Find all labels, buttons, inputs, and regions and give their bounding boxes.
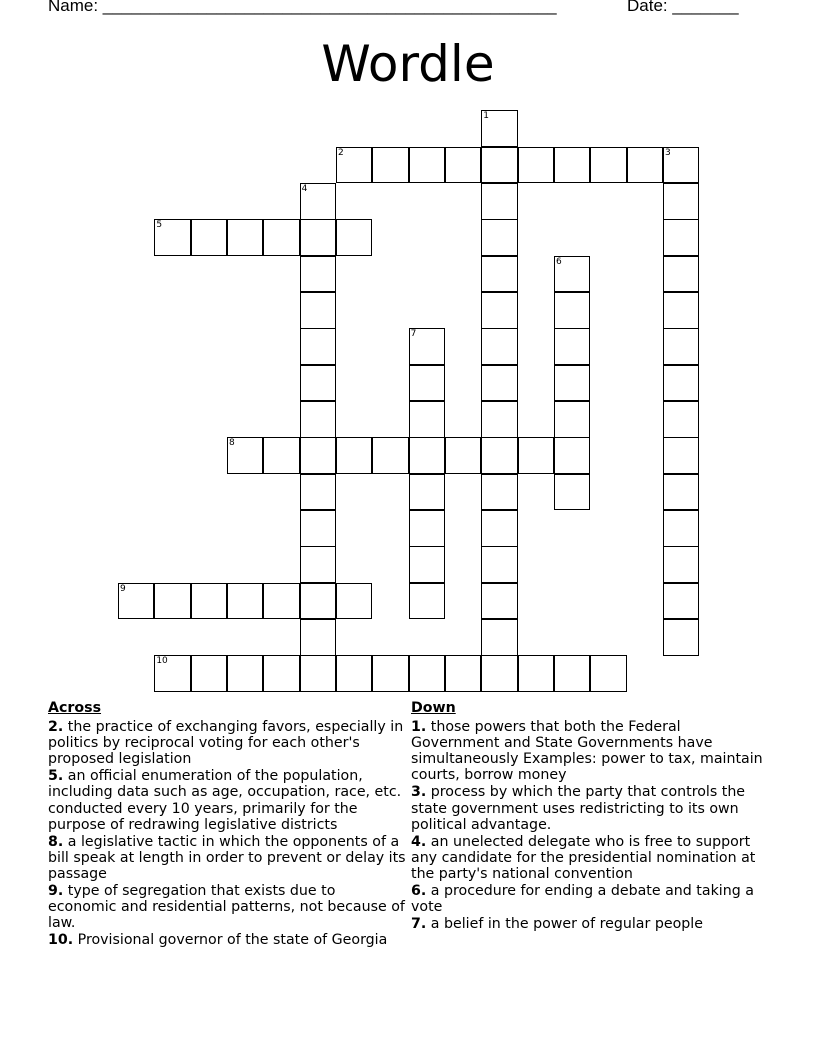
down-clue	[411, 784, 771, 832]
cell-number: 4	[301, 184, 308, 195]
clue-text: an unelected delegate who is free to support any candidate for the presidential nomination at the party's national convention	[411, 833, 756, 882]
crossword-cell[interactable]	[663, 219, 700, 256]
crossword-cell[interactable]	[336, 219, 373, 256]
clue-text: a belief in the power of regular people	[430, 916, 703, 933]
clue-text: an official enumeration of the population, including data such as age, occupation, race, etc. conducted every 10 years, primarily for the purpose of redrawing legislative districts	[48, 768, 402, 833]
clue-number: 2.	[48, 719, 64, 736]
clue-text: those powers that both the Federal Government and State Governments have simultaneously Examples: power to tax, maintain courts, borrow money	[411, 719, 763, 784]
cell-number: 3	[664, 147, 671, 158]
clue-number: 7.	[411, 916, 427, 933]
down-clue	[411, 916, 771, 932]
across-clue	[48, 768, 406, 832]
crossword-cell[interactable]	[263, 583, 300, 620]
cell-number: 5	[156, 220, 163, 231]
crossword-cell[interactable]	[481, 183, 518, 220]
crossword-cell[interactable]	[445, 147, 482, 184]
crossword-cell[interactable]	[481, 583, 518, 620]
crossword-cell[interactable]	[300, 292, 337, 329]
cell-number: 10	[156, 656, 168, 667]
clue-number: 10.	[48, 932, 74, 949]
crossword-cell[interactable]	[300, 510, 337, 547]
crossword-cell[interactable]	[300, 219, 337, 256]
crossword-cell[interactable]	[590, 655, 627, 692]
crossword-cell[interactable]	[409, 655, 446, 692]
crossword-cell[interactable]	[481, 655, 518, 692]
down-clue	[411, 883, 771, 915]
crossword-cell[interactable]	[554, 655, 591, 692]
crossword-cell[interactable]	[590, 147, 627, 184]
crossword-cell[interactable]	[227, 219, 264, 256]
clue-number: 5.	[48, 768, 64, 785]
crossword-cell[interactable]	[409, 147, 446, 184]
crossword-cell[interactable]	[227, 437, 264, 474]
crossword-cell[interactable]	[663, 437, 700, 474]
crossword-cell[interactable]	[445, 437, 482, 474]
crossword-cell[interactable]	[300, 256, 337, 293]
crossword-cell[interactable]	[663, 292, 700, 329]
across-clue	[48, 883, 406, 931]
across-clues	[48, 700, 406, 949]
clue-number: 1.	[411, 719, 427, 736]
clue-number: 6.	[411, 883, 427, 900]
crossword-cell[interactable]	[481, 328, 518, 365]
crossword-cell[interactable]	[481, 219, 518, 256]
crossword-cell[interactable]	[300, 183, 337, 220]
crossword-cell[interactable]	[191, 583, 228, 620]
crossword-cell[interactable]	[554, 401, 591, 438]
crossword-cell[interactable]	[481, 546, 518, 583]
crossword-cell[interactable]	[409, 510, 446, 547]
crossword-cell[interactable]	[481, 401, 518, 438]
crossword-cell[interactable]	[263, 655, 300, 692]
crossword-cell[interactable]	[481, 365, 518, 402]
clue-text: Provisional governor of the state of Georgia	[77, 932, 388, 949]
crossword-cell[interactable]	[663, 546, 700, 583]
crossword-cell[interactable]	[663, 256, 700, 293]
crossword-cell[interactable]	[554, 292, 591, 329]
crossword-cell[interactable]	[554, 365, 591, 402]
crossword-cell[interactable]	[300, 328, 337, 365]
down-clue	[411, 719, 771, 783]
crossword-cell[interactable]	[409, 365, 446, 402]
down-clues	[411, 700, 771, 933]
crossword-cell[interactable]	[481, 474, 518, 511]
clue-number: 4.	[411, 833, 427, 850]
crossword-cell[interactable]	[663, 510, 700, 547]
crossword-cell[interactable]	[554, 147, 591, 184]
crossword-cell[interactable]	[518, 655, 555, 692]
crossword-cell[interactable]	[372, 655, 409, 692]
crossword-cell[interactable]	[518, 437, 555, 474]
crossword-cell[interactable]	[409, 546, 446, 583]
crossword-cell[interactable]	[300, 619, 337, 656]
name-field-label: Name: ________________________________________________	[48, 0, 557, 15]
crossword-cell[interactable]	[227, 655, 264, 692]
date-field-label: Date: _______	[627, 0, 739, 15]
crossword-cell[interactable]	[336, 437, 373, 474]
crossword-cell[interactable]	[300, 401, 337, 438]
crossword-cell[interactable]	[663, 619, 700, 656]
across-heading: Across	[48, 700, 102, 716]
crossword-cell[interactable]	[336, 583, 373, 620]
clue-text: process by which the party that controls the state government uses redistricting to its own political advantage.	[411, 784, 746, 833]
crossword-cell[interactable]	[481, 437, 518, 474]
crossword-cell[interactable]	[300, 655, 337, 692]
crossword-cell[interactable]	[409, 583, 446, 620]
cell-number: 1	[483, 111, 490, 122]
crossword-cell[interactable]	[481, 292, 518, 329]
cell-number: 2	[337, 147, 344, 158]
crossword-cell[interactable]	[409, 437, 446, 474]
crossword-cell[interactable]	[554, 437, 591, 474]
crossword-cell[interactable]	[227, 583, 264, 620]
crossword-cell[interactable]	[663, 328, 700, 365]
clue-number: 8.	[48, 833, 64, 850]
clue-text: a procedure for ending a debate and taking a vote	[411, 883, 754, 916]
crossword-cell[interactable]	[663, 365, 700, 402]
crossword-cell[interactable]	[663, 474, 700, 511]
crossword-cell[interactable]	[627, 147, 664, 184]
crossword-cell[interactable]	[663, 183, 700, 220]
crossword-cell[interactable]	[300, 365, 337, 402]
crossword-cell[interactable]	[154, 655, 191, 692]
crossword-cell[interactable]	[191, 655, 228, 692]
crossword-cell[interactable]	[481, 256, 518, 293]
crossword-cell[interactable]	[372, 437, 409, 474]
clue-text: a legislative tactic in which the opponents of a bill speak at length in order to prevent or delay its passage	[48, 833, 406, 882]
cell-number: 7	[410, 329, 417, 340]
crossword-cell[interactable]	[372, 147, 409, 184]
across-clue	[48, 719, 406, 767]
crossword-cell[interactable]	[518, 147, 555, 184]
crossword-cell[interactable]	[445, 655, 482, 692]
across-clue	[48, 834, 406, 882]
crossword-cell[interactable]	[300, 546, 337, 583]
crossword-cell[interactable]	[554, 256, 591, 293]
clue-number: 9.	[48, 883, 64, 900]
crossword-cell[interactable]	[663, 401, 700, 438]
crossword-cell[interactable]	[263, 437, 300, 474]
clue-text: the practice of exchanging favors, especially in politics by reciprocal voting for each other's proposed legislation	[48, 719, 404, 768]
cell-number: 9	[119, 583, 126, 594]
crossword-cell[interactable]	[409, 474, 446, 511]
crossword-cell[interactable]	[663, 583, 700, 620]
crossword-cell[interactable]	[336, 147, 373, 184]
down-clue	[411, 834, 771, 882]
crossword-cell[interactable]	[263, 219, 300, 256]
down-heading: Down	[411, 700, 456, 716]
crossword-cell[interactable]	[481, 510, 518, 547]
crossword-cell[interactable]	[300, 437, 337, 474]
across-clue	[48, 932, 406, 948]
crossword-cell[interactable]	[300, 474, 337, 511]
crossword-cell[interactable]	[154, 219, 191, 256]
page-title: Wordle	[321, 35, 495, 93]
cell-number: 8	[228, 438, 235, 449]
crossword-cell[interactable]	[481, 110, 518, 147]
crossword-cell[interactable]	[300, 583, 337, 620]
crossword-cell[interactable]	[663, 147, 700, 184]
cell-number: 6	[555, 256, 562, 267]
clue-number: 3.	[411, 784, 427, 801]
crossword-cell[interactable]	[481, 619, 518, 656]
crossword-cell[interactable]	[554, 328, 591, 365]
crossword-cell[interactable]	[191, 219, 228, 256]
crossword-cell[interactable]	[154, 583, 191, 620]
clue-text: type of segregation that exists due to economic and residential patterns, not because of law.	[48, 883, 405, 932]
crossword-cell[interactable]	[409, 328, 446, 365]
crossword-cell[interactable]	[481, 147, 518, 184]
crossword-cell[interactable]	[554, 474, 591, 511]
crossword-cell[interactable]	[409, 401, 446, 438]
crossword-cell[interactable]	[336, 655, 373, 692]
crossword-cell[interactable]	[118, 583, 155, 620]
